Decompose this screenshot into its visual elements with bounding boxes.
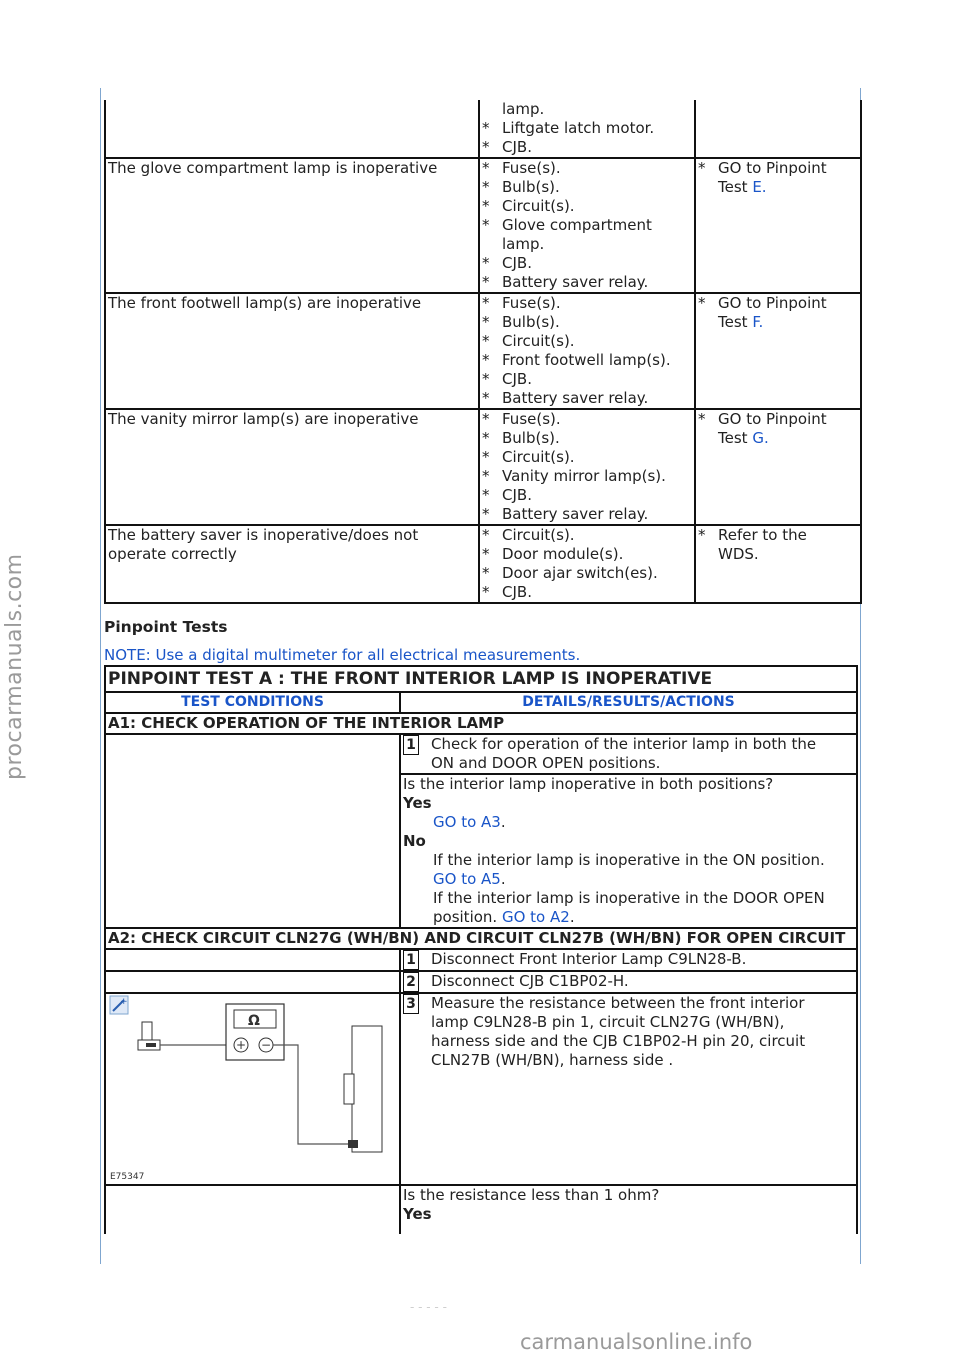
pinpoint-test-a-table [104,665,858,1234]
symptom-chart-table [104,100,862,604]
resistance-diagram [108,994,397,1184]
causes-cell [479,525,695,603]
pinpoint-link-e[interactable]: E. [752,178,767,196]
pinpoint-test-title: PINPOINT TEST A : THE FRONT INTERIOR LAMP IS INOPERATIVE [105,666,857,692]
action-cell: * GO to Pinpoint Test G. [695,409,861,525]
cause-item: * CJB. [482,370,532,388]
step-a2-heading: A2: CHECK CIRCUIT CLN27G (WH/BN) AND CIRCUIT CLN27B (WH/BN) FOR OPEN CIRCUIT [105,928,857,949]
causes-cell [479,100,695,158]
diagram-label: E75347 [110,1172,145,1182]
cause-item: * CJB. [482,486,532,504]
symptom-row [105,100,861,158]
symptom-row [105,525,861,603]
cause-continuation: lamp. [502,235,545,253]
step-a1-heading: A1: CHECK OPERATION OF THE INTERIOR LAMP [105,713,857,734]
action-cell: * Refer to the WDS. [695,525,861,603]
side-watermark: procarmanuals.com [2,553,27,780]
action-cell: * GO to Pinpoint Test F. [695,293,861,409]
cause-item: * Fuse(s). [482,294,561,312]
cjb-connector-icon [344,1026,382,1152]
pinpoint-link-f[interactable]: F. [752,313,764,331]
cause-item: * Door module(s). [482,545,624,563]
a2-diagram-cell [105,993,400,1185]
cause-item: * Bulb(s). [482,429,560,447]
action-cell [695,100,861,158]
causes-cell [479,293,695,409]
cause-item: * Liftgate latch motor. [482,119,655,137]
cause-item: * CJB. [482,583,532,601]
plus-terminal: + [236,1038,247,1052]
cause-item: * Bulb(s). [482,178,560,196]
a1-question: Is the interior lamp inoperative in both positions? [403,775,774,793]
cause-item: * Fuse(s). [482,410,561,428]
a1-conditions-cell [105,734,400,928]
cause-item: * Battery saver relay. [482,505,649,523]
pinpoint-link-g[interactable]: G. [752,429,769,447]
symptom-cell: The vanity mirror lamp(s) are inoperative [105,409,479,525]
cause-item: * Circuit(s). [482,197,575,215]
multimeter-icon [226,1004,284,1060]
causes-cell [479,409,695,525]
symptom-cell [105,100,479,158]
left-margin-line [100,88,101,1264]
cause-item: * Bulb(s). [482,313,560,331]
symptom-row [105,158,861,293]
no-label: No [403,832,426,850]
cause-item: * Fuse(s). [482,159,561,177]
yes-label: Yes [403,794,432,812]
cause-item: * Circuit(s). [482,526,575,544]
step-number: 1 [403,950,419,970]
manual-page [104,100,856,1234]
page-number: - - - - - [410,1300,447,1314]
wiring-diagram-image [108,994,398,1184]
symptom-cell: The battery saver is inoperative/does not operate correctly [105,525,479,603]
go-to-a2-link[interactable]: GO to A2 [501,908,570,926]
a2-step-2: 2 Disconnect CJB C1BP02-H. [400,971,857,993]
expand-icon[interactable] [110,996,128,1014]
go-to-a5-link[interactable]: GO to A5 [433,870,501,888]
go-to-a3-link[interactable]: GO to A3 [433,813,501,831]
symptom-row [105,293,861,409]
action-cell: * GO to Pinpoint Test E. [695,158,861,293]
test-conditions-header: TEST CONDITIONS [105,692,400,713]
step-number: 1 [403,735,419,755]
lamp-connector-icon [138,1022,160,1050]
cause-item: * Vanity mirror lamp(s). [482,467,666,485]
footer-watermark: carmanualsonline.info [520,1330,753,1354]
svg-text:+: + [120,997,128,1007]
step-number: 3 [403,994,419,1014]
a1-step-1: 1 Check for operation of the interior lamp in both the ON and DOOR OPEN positions. [400,734,857,774]
symptom-cell: The front footwell lamp(s) are inoperative [105,293,479,409]
cause-item: * CJB. [482,138,532,156]
details-results-header: DETAILS/RESULTS/ACTIONS [400,692,857,713]
cause-item: * Battery saver relay. [482,273,649,291]
symptom-row [105,409,861,525]
a2-question: Is the resistance less than 1 ohm? [403,1186,660,1204]
symptom-cell: The glove compartment lamp is inoperative [105,158,479,293]
a2-step-3: 3 Measure the resistance between the front interior lamp C9LN28-B pin 1, circuit CLN27G (WH/BN), harness side and the CJB C1BP02-H pin 20, circuit CLN27B (WH/BN), harness side . [400,993,857,1185]
ohm-symbol: Ω [248,1013,260,1029]
cause-item: * Battery saver relay. [482,389,649,407]
multimeter-note: NOTE: Use a digital multimeter for all electrical measurements. [104,646,581,664]
cause-item: * Door ajar switch(es). [482,564,658,582]
a2-step-1: 1 Disconnect Front Interior Lamp C9LN28-B. [400,949,857,971]
a1-results: Is the interior lamp inoperative in both positions? Yes GO to A3. No If the interior lamp is inoperative in the ON position. GO to A5. If the interior lamp is inoperative in the DOOR OPEN position. GO to A2. [400,774,857,928]
pinpoint-tests-heading: Pinpoint Tests [104,618,228,636]
cause-item: * Circuit(s). [482,332,575,350]
a2-results [400,1185,857,1234]
yes-label: Yes [403,1205,432,1223]
step-number: 2 [403,972,419,992]
minus-terminal: − [261,1038,272,1052]
cause-item: * Front footwell lamp(s). [482,351,671,369]
causes-cell [479,158,695,293]
cause-item: * CJB. [482,254,532,272]
cause-continuation: lamp. [502,100,545,118]
cause-item: * Glove compartment [482,216,652,234]
cause-item: * Circuit(s). [482,448,575,466]
